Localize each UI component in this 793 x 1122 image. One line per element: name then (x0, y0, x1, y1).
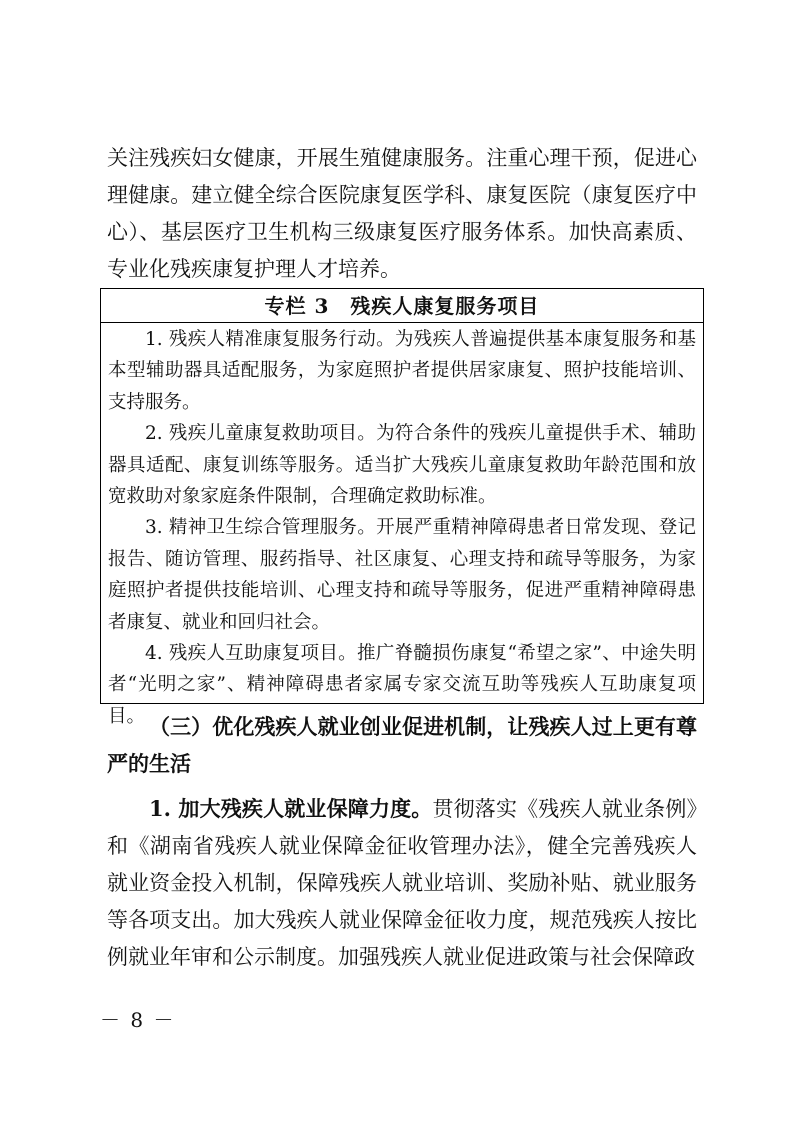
column-item-2: 2. 残疾儿童康复救助项目。为符合条件的残疾儿童提供手术、辅助器具适配、康复训练等服务。适当扩大残疾儿童康复救助年龄范围和放宽救助对象家庭条件限制，合理确定救助标准。 (108, 423, 696, 508)
column-item-4: 4. 残疾人互助康复项目。推广脊髓损伤康复“希望之家”、中途失明者“光明之家”、精神障碍患者家属专家交流互助等残疾人互助康复项目。 (108, 643, 696, 727)
subsection-text: 贯彻落实《残疾人就业条例》和《湖南省残疾人就业保障金征收管理办法》，健全完善残疾人就业资金投入机制，保障残疾人就业培训、奖励补贴、就业服务等各项支出。加大残疾人就业保障金征收力度，规范残疾人按比例就业年审和公示制度。加强残疾人就业促进政策与社会保障政 (107, 797, 697, 969)
column-box-title: 专栏 3 残疾人康复服务项目 (101, 289, 703, 323)
column-box-body (101, 323, 703, 732)
subsection-paragraph (107, 790, 697, 976)
column-item-1: 1. 残疾人精准康复服务行动。为残疾人普遍提供基本康复服务和基本型辅助器具适配服务，为家庭照护者提供居家康复、照护技能培训、支持服务。 (108, 329, 696, 413)
section-heading: （三）优化残疾人就业创业促进机制，让残疾人过上更有尊严的生活 (107, 714, 697, 776)
column-box (100, 288, 704, 727)
column-item-3: 3. 精神卫生综合管理服务。开展严重精神障碍患者日常发现、登记报告、随访管理、服药指导、社区康复、心理支持和疏导等服务，为家庭照护者提供技能培训、心理支持和疏导等服务，促进严重精神障碍患者康复、就业和回归社会。 (108, 517, 696, 633)
intro-paragraph: 关注残疾妇女健康，开展生殖健康服务。注重心理干预，促进心理健康。建立健全综合医院康复医学科、康复医院（康复医疗中心）、基层医疗卫生机构三级康复医疗服务体系。加快高素质、专业化残疾康复护理人才培养。 (107, 146, 697, 281)
subsection-lead: 1. 加大残疾人就业保障力度。 (149, 796, 433, 821)
page-number: － 8 － (100, 1008, 176, 1032)
